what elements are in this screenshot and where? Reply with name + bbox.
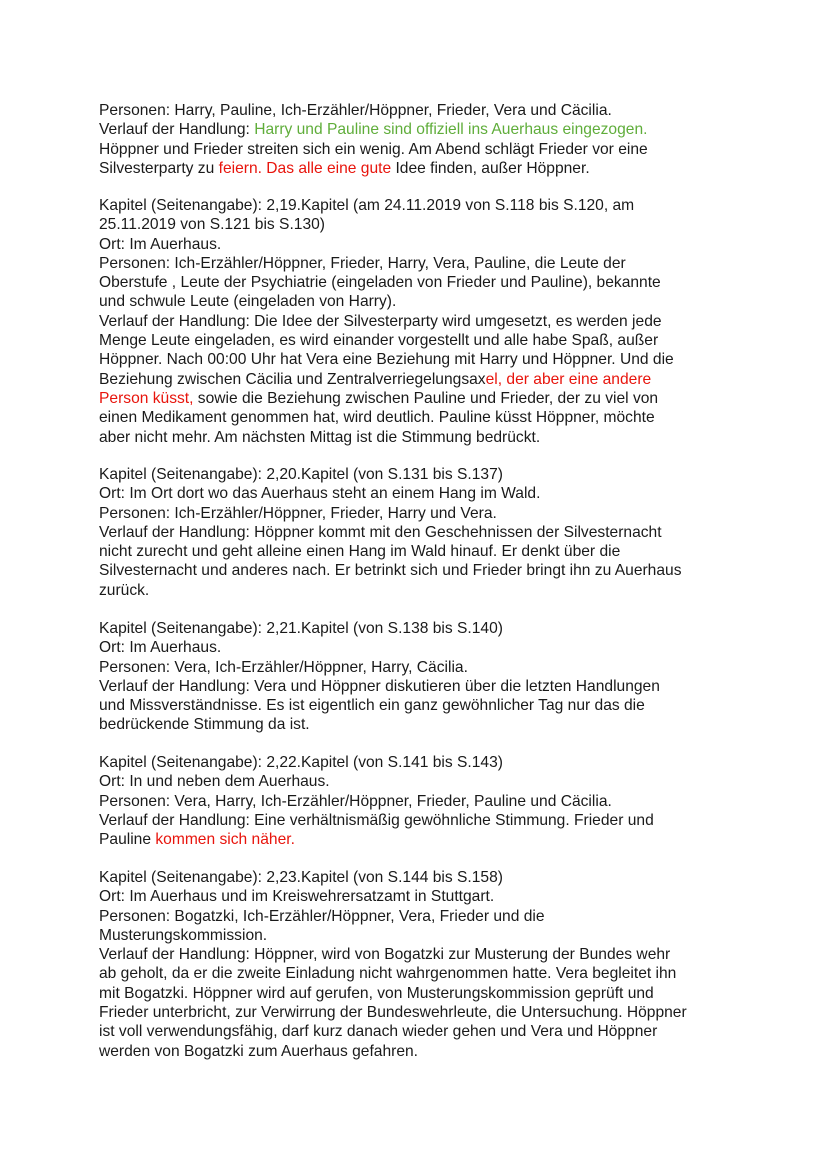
- text-line: [99, 465, 739, 484]
- text-line: [99, 312, 739, 331]
- text-run: Kapitel (Seitenangabe): 2,23.Kapitel (von S.144 bis S.158): [99, 869, 503, 886]
- text-line: [99, 370, 739, 389]
- text-run: Kapitel (Seitenangabe): 2,20.Kapitel (von S.131 bis S.137): [99, 466, 503, 483]
- text-run: Musterungskommission.: [99, 926, 268, 944]
- text-line: [99, 292, 739, 311]
- text-line: [99, 235, 739, 254]
- highlight-red: Person küsst,: [99, 389, 194, 407]
- text-run: Silvesterparty zu: [99, 159, 219, 177]
- text-line: [99, 772, 739, 791]
- text-run: Idee finden, außer Höppner.: [391, 159, 590, 177]
- text-line: [99, 389, 739, 408]
- text-line: [99, 273, 739, 292]
- highlight-red: kommen sich näher.: [155, 831, 295, 849]
- text-line: [99, 907, 739, 926]
- text-line: [99, 619, 739, 638]
- highlight-red: feiern. Das alle eine gute: [218, 159, 392, 177]
- text-run: Kapitel (Seitenangabe): 2,22.Kapitel (von S.141 bis S.143): [99, 754, 503, 771]
- text-run: werden von Bogatzki zum Auerhaus gefahren.: [99, 1042, 419, 1060]
- text-line: [99, 677, 739, 696]
- text-run: Beziehung zwischen Cäcilia und Zentralverriegelungsax: [99, 370, 486, 388]
- text-run: Ort: In und neben dem Auerhaus.: [99, 773, 330, 791]
- text-line: [99, 887, 739, 906]
- text-line: [99, 101, 739, 120]
- highlight-red: el, der aber eine andere: [485, 370, 652, 388]
- text-run: Kapitel (Seitenangabe): 2,21.Kapitel (von S.138 bis S.140): [99, 620, 503, 637]
- text-line: [99, 658, 739, 677]
- text-run: Verlauf der Handlung: Höppner, wird von Bogatzki zur Musterung der Bundes wehr: [99, 946, 671, 964]
- text-line: [99, 1022, 739, 1041]
- text-line: [99, 428, 739, 447]
- text-line: [99, 753, 739, 772]
- text-run: Verlauf der Handlung: Eine verhältnismäßig gewöhnliche Stimmung. Frieder und: [99, 811, 654, 829]
- text-run: einen Medikament genommen hat, wird deutlich. Pauline küsst Höppner, möchte: [99, 409, 655, 427]
- text-run: Kapitel (Seitenangabe): 2,19.Kapitel (am 24.11.2019 von S.118 bis S.120, am: [99, 197, 635, 214]
- text-run: Ort: Im Auerhaus.: [99, 639, 222, 657]
- text-line: [99, 196, 739, 215]
- text-run: ab geholt, da er die zweite Einladung nicht wahrgenommen hatte. Vera begleitet ihn: [99, 965, 677, 983]
- text-run: nicht zurecht und geht alleine einen Hang im Wald hinauf. Er denkt über die: [99, 543, 621, 561]
- text-run: Oberstufe , Leute der Psychiatrie (eingeladen von Frieder und Pauline), bekannte: [99, 274, 661, 292]
- text-run: aber nicht mehr. Am nächsten Mittag ist die Stimmung bedrückt.: [99, 428, 541, 446]
- text-line: [99, 811, 739, 830]
- text-run: Verlauf der Handlung: Höppner kommt mit den Geschehnissen der Silvesternacht: [99, 523, 662, 541]
- section-intro: [99, 101, 739, 178]
- text-line: [99, 1003, 739, 1022]
- text-run: Verlauf der Handlung: Die Idee der Silvesterparty wird umgesetzt, es werden jede: [99, 312, 662, 330]
- text-run: und Missverständnisse. Es ist eigentlich ein ganz gewöhnlicher Tag nur das die: [99, 697, 645, 715]
- section-kapitel-22: [99, 753, 739, 849]
- text-run: Personen: Vera, Ich-Erzähler/Höppner, Harry, Cäcilia.: [99, 658, 468, 676]
- text-line: [99, 868, 739, 887]
- text-run: Menge Leute eingeladen, es wird einander vorgestellt und alle habe Spaß, außer: [99, 332, 659, 350]
- text-run: sowie die Beziehung zwischen Pauline und Frieder, der zu viel von: [193, 389, 659, 407]
- text-run: Verlauf der Handlung: Vera und Höppner diskutieren über die letzten Handlungen: [99, 677, 660, 695]
- text-run: Höppner. Nach 00:00 Uhr hat Vera eine Beziehung mit Harry und Höppner. Und die: [99, 351, 674, 369]
- text-line: [99, 964, 739, 983]
- text-line: [99, 715, 739, 734]
- text-run: Personen: Bogatzki, Ich-Erzähler/Höppner, Vera, Frieder und die: [99, 907, 545, 925]
- text-line: [99, 408, 739, 427]
- text-run: bedrückende Stimmung da ist.: [99, 716, 310, 734]
- text-run: mit Bogatzki. Höppner wird auf gerufen, von Musterungskommission geprüft und: [99, 984, 654, 1002]
- section-kapitel-21: [99, 619, 739, 735]
- text-line: [99, 350, 739, 369]
- text-line: [99, 254, 739, 273]
- text-line: [99, 542, 739, 561]
- section-kapitel-19: [99, 196, 739, 447]
- text-run: Frieder unterbricht, zur Verwirrung der Bundeswehrleute, die Untersuchung. Höppner: [99, 1004, 687, 1022]
- text-run: Verlauf der Handlung:: [99, 121, 255, 139]
- text-run: Ort: Im Ort dort wo das Auerhaus steht an einem Hang im Wald.: [99, 485, 541, 503]
- text-line: [99, 830, 739, 849]
- text-line: [99, 1042, 739, 1061]
- section-kapitel-20: [99, 465, 739, 600]
- text-run: Ort: Im Auerhaus und im Kreiswehrersatzamt in Stuttgart.: [99, 888, 495, 906]
- text-line: [99, 331, 739, 350]
- text-line: [99, 581, 739, 600]
- text-run: Personen: Ich-Erzähler/Höppner, Frieder, Harry, Vera, Pauline, die Leute der: [99, 254, 626, 272]
- section-kapitel-23: [99, 868, 739, 1061]
- text-run: und schwule Leute (eingeladen von Harry).: [99, 293, 397, 311]
- text-line: [99, 792, 739, 811]
- text-line: [99, 638, 739, 657]
- text-line: [99, 696, 739, 715]
- text-run: zurück.: [99, 581, 150, 599]
- text-line: [99, 140, 739, 159]
- text-run: Silvesternacht und anderes nach. Er betrinkt sich und Frieder bringt ihn zu Auerhaus: [99, 562, 682, 580]
- highlight-green: Harry und Pauline sind offiziell ins Auerhaus eingezogen.: [254, 121, 648, 139]
- text-line: [99, 984, 739, 1003]
- text-run: Höppner und Frieder streiten sich ein wenig. Am Abend schlägt Frieder vor eine: [99, 140, 648, 158]
- text-run: Personen: Harry, Pauline, Ich-Erzähler/Höppner, Frieder, Vera und Cäcilia.: [99, 102, 612, 119]
- text-run: Personen: Ich-Erzähler/Höppner, Frieder, Harry und Vera.: [99, 504, 497, 522]
- text-line: [99, 926, 739, 945]
- text-run: Personen: Vera, Harry, Ich-Erzähler/Höppner, Frieder, Pauline und Cäcilia.: [99, 792, 612, 810]
- text-run: Ort: Im Auerhaus.: [99, 235, 222, 253]
- text-line: [99, 945, 739, 964]
- text-line: [99, 523, 739, 542]
- text-run: Pauline: [99, 831, 156, 849]
- text-line: [99, 215, 739, 234]
- text-line: [99, 120, 739, 139]
- text-run: ist voll verwendungsfähig, darf kurz danach wieder gehen und Vera und Höppner: [99, 1023, 658, 1041]
- text-run: 25.11.2019 von S.121 bis S.130): [99, 216, 325, 234]
- text-line: [99, 561, 739, 580]
- text-line: [99, 159, 739, 178]
- text-line: [99, 484, 739, 503]
- text-line: [99, 504, 739, 523]
